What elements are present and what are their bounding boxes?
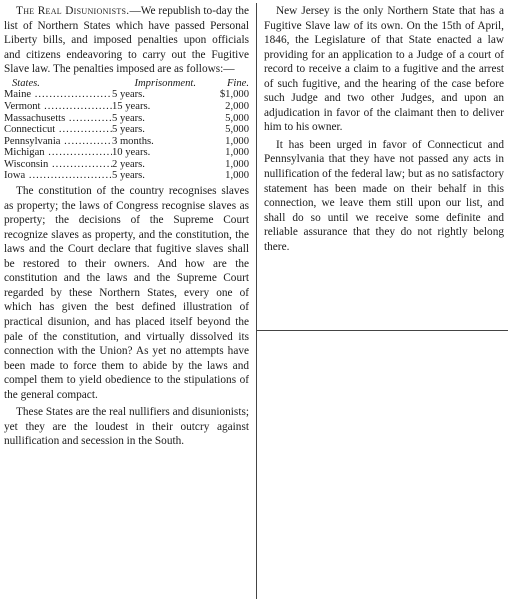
table-row [4,159,249,171]
body-paragraph: These States are the real nullifiers and disunionists; yet they are the loudest in their outcry against nullification and secession in the South. [4,406,249,448]
imprisonment-cell: 5 years. [112,124,145,136]
body-paragraph: The constitution of the country recognises slaves as property; the laws of Congress recognise slaves as property; the decisions of the Supreme Court recognize slaves as property, and the constitution, the laws and the Court declare that fugitive slaves shall be restored to their owners. And how are the constitution and the laws and the Supreme Court regarded by these Northern States, every one of which has given the best defined illustration of practical disunion, and has placed itself beyond the pale of the constitution, and virtually dissolved its connection with the Union? As yet no attempts have been made to force them to abide by the laws and compel them to yield obedience to the stipulations of the general compact. [4,185,249,401]
state-cell: Iowa ..... [4,170,112,182]
article-headline: The Real Disunionists. [16,5,130,17]
fine-cell: 1,000 [225,135,249,147]
table-row [4,113,249,125]
state-cell: Vermont ..... [4,101,112,113]
imprisonment-cell: 10 years. [112,147,151,159]
fine-cell: 5,000 [225,112,249,124]
imprisonment-cell: 5 years. [112,89,145,101]
table-row [4,101,249,113]
table-header-row [4,78,249,90]
intro-paragraph [4,4,249,77]
intro-text: —We republish to-day the list of Northern States which have passed Personal Liberty bills, and imposed penalties upon officials and citizens endeavoring to carry out the Fugitive Slave law. The penalties imposed are as follows:— [4,5,250,76]
body-paragraph: It has been urged in favor of Connecticut and Pennsylvania that they have not passed any acts in nullification of the federal law; but as no satisfactory statement has been made on their behalf in this connection, we leave them still upon our list, and shall do so until we receive some definite and reliable assurance that they do not rightly belong there. [264,138,504,253]
table-row [4,136,249,148]
imprisonment-cell: 5 years. [112,112,145,124]
imprisonment-cell: 5 years. [112,170,145,182]
fine-cell: 1,000 [225,147,249,159]
left-column [4,4,249,449]
column-rule [256,3,257,599]
fine-cell: 1,000 [225,170,249,182]
body-paragraph: New Jersey is the only Northern State that has a Fugitive Slave law of its own. On the 15th of April, 1846, the Legislature of that State enacted a law providing for an application to a Judge of a court of record to receive a claim to a fugitive and the arrest of such fugitive, and the hearing of the case before such Judge and two other Judges, and upon an adjudication in favor of the claimant then to deliver him to his owner. [264,5,504,134]
article-end-rule [256,330,508,331]
state-cell: Massachusetts ..... [4,113,112,125]
right-column [264,4,504,254]
table-row [4,89,249,101]
header-imprisonment: Imprisonment. [134,77,196,89]
imprisonment-cell: 15 years. [112,100,151,112]
state-cell: Wisconsin ..... [4,159,112,171]
table-row [4,124,249,136]
state-cell: Michigan ..... [4,147,112,159]
state-cell: Maine ..... [4,89,112,101]
imprisonment-cell: 2 years. [112,158,145,170]
table-row [4,170,249,182]
imprisonment-cell: 3 months. [112,135,154,147]
penalties-table [4,78,249,182]
fine-cell: 2,000 [225,100,249,112]
state-cell: Connecticut ..... [4,124,112,136]
header-fine: Fine. [226,77,249,89]
fine-cell: $1,000 [219,89,249,101]
state-cell: Pennsylvania ..... [4,136,112,148]
table-body [4,89,249,182]
fine-cell: 5,000 [225,124,249,136]
table-row [4,147,249,159]
fine-cell: 1,000 [225,158,249,170]
header-states: States. [12,77,40,89]
